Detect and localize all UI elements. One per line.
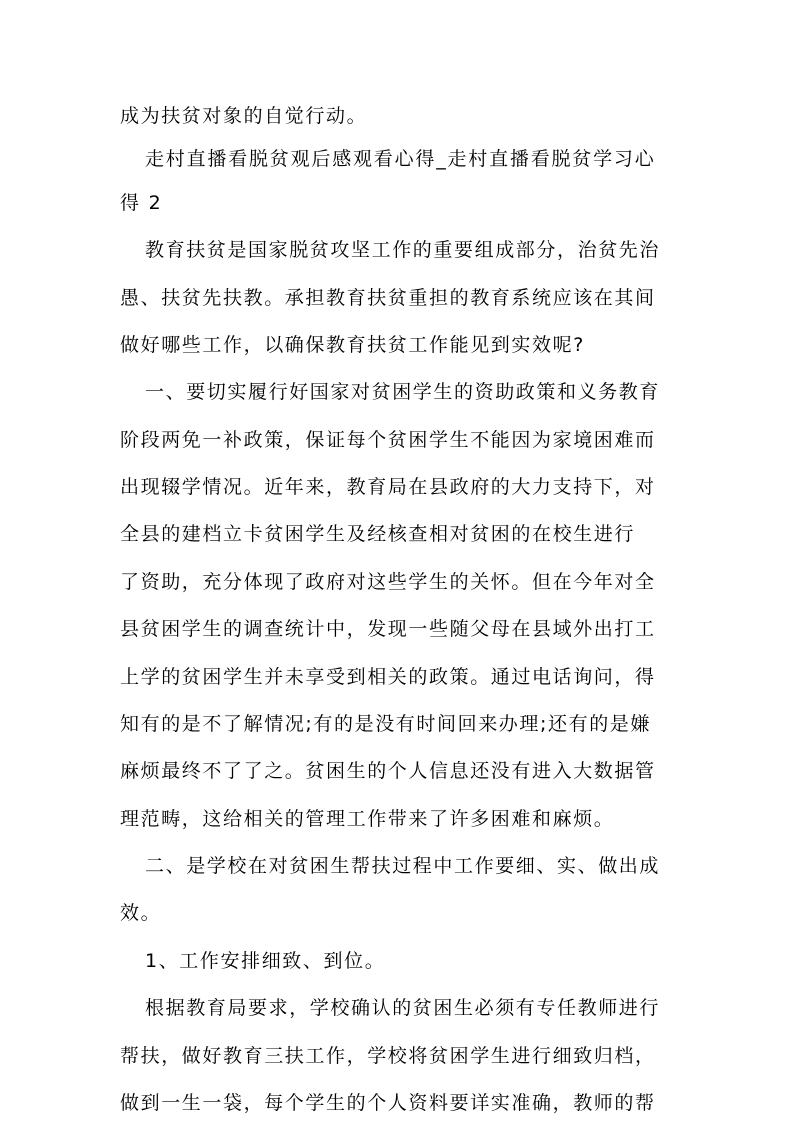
text-line: 做好哪些工作，以确保教育扶贫工作能见到实效呢?	[120, 333, 585, 356]
text-line: 效。	[120, 902, 162, 925]
text-line: 理范畴，这给相关的管理工作带来了许多困难和麻烦。	[120, 807, 615, 830]
text-line: 愚、扶贫先扶教。承担教育扶贫重担的教育系统应该在其间	[120, 286, 656, 309]
text-line: 麻烦最终不了了之。贫困生的个人信息还没有进入大数据管	[120, 760, 656, 783]
text-line: 根据教育局要求，学校确认的贫困生必须有专任教师进行	[145, 997, 661, 1020]
text-line: 一、要切实履行好国家对贫困学生的资助政策和义务教育	[145, 381, 661, 404]
text-line: 二、是学校在对贫困生帮扶过程中工作要细、实、做出成	[145, 855, 661, 878]
text-line: 帮扶，做好教育三扶工作，学校将贫困学生进行细致归档，	[120, 1044, 656, 1067]
text-line: 知有的是不了解情况;有的是没有时间回来办理;还有的是嫌	[120, 712, 652, 735]
text-line: 上学的贫困学生并未享受到相关的政策。通过电话询问，得	[120, 665, 656, 688]
text-line: 县贫困学生的调查统计中，发现一些随父母在县域外出打工	[120, 618, 656, 641]
text-line: 阶段两免一补政策，保证每个贫困学生不能因为家境困难而	[120, 428, 656, 451]
section-heading-line: 得 2	[120, 191, 163, 214]
text-line: 教育扶贫是国家脱贫攻坚工作的重要组成部分，治贫先治	[145, 239, 661, 262]
text-line: 全县的建档立卡贫困学生及经核查相对贫困的在校生进行	[120, 523, 636, 546]
text-line: 成为扶贫对象的自觉行动。	[120, 105, 368, 127]
text-line: 做到一生一袋，每个学生的个人资料要详实准确，教师的帮	[120, 1092, 656, 1114]
text-line: 1、工作安排细致、到位。	[145, 949, 386, 972]
section-heading-line: 走村直播看脱贫观后感观看心得_走村直播看脱贫学习心	[145, 148, 656, 171]
text-line: 出现辍学情况。近年来，教育局在县政府的大力支持下，对	[120, 476, 656, 499]
text-line: 了资助，充分体现了政府对这些学生的关怀。但在今年对全	[120, 570, 656, 593]
